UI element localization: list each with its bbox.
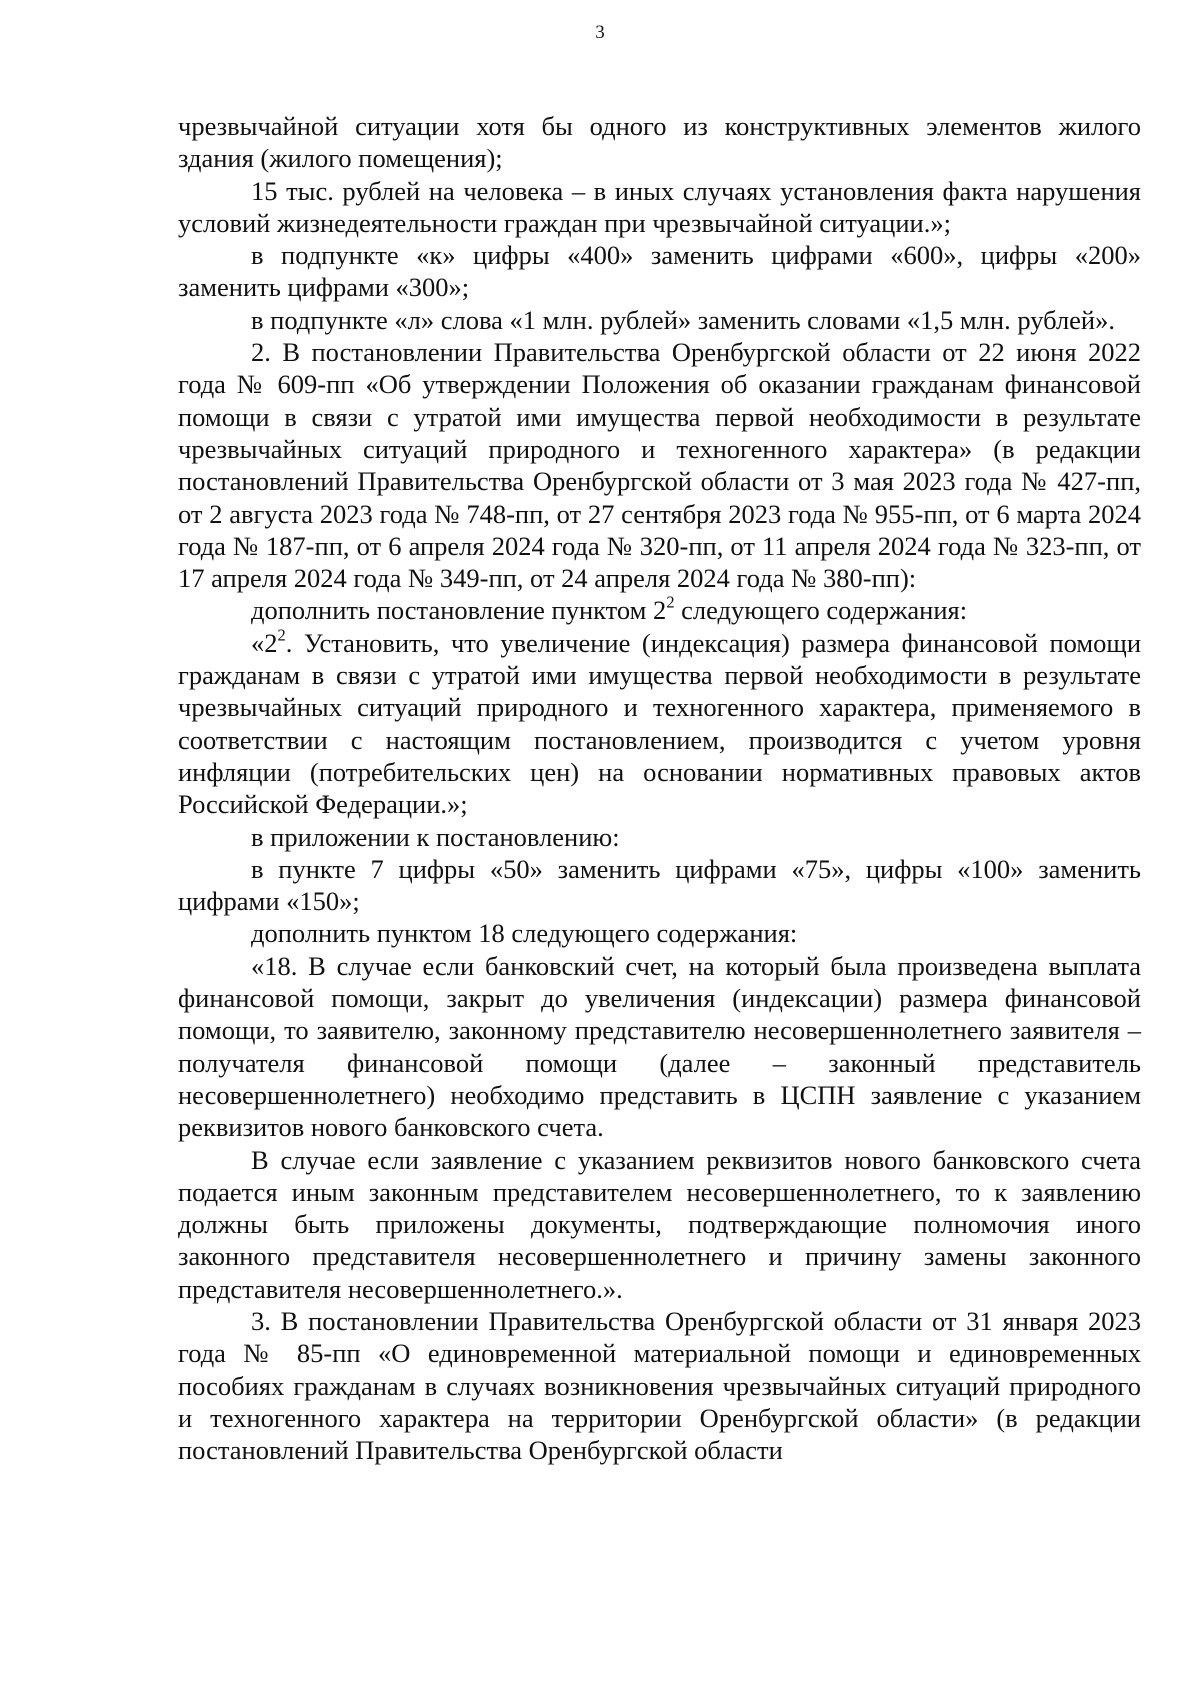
paragraph-text: следующего содержания: — [674, 595, 968, 626]
paragraph: «18. В случае если банковский счет, на который была произведена выплата финансовой помощи, закрыт до увеличения (индексации) размера финансовой помощи, то заявителю, законному представителю несовершеннолетнего заявителя – получателя финансовой помощи (далее – законный представитель несовершеннолетнего) необходимо представить в ЦСПН заявление с указанием реквизитов нового банковского счета. — [178, 950, 1141, 1143]
superscript: 2 — [666, 592, 675, 612]
paragraph: 2. В постановлении Правительства Оренбургской области от 22 июня 2022 года № 609-пп «Об утверждении Положения об оказании гражданам финансовой помощи в связи с утратой ими имущества первой необходимости в результате чрезвычайных ситуаций природного и техногенного характера» (в редакции постановлений Правительства Оренбургской области от 3 мая 2023 года № 427-пп, от 2 августа 2023 года № 748-пп, от 27 сентября 2023 года № 955-пп, от 6 марта 2024 года № 187-пп, от 6 апреля 2024 года № 320-пп, от 11 апреля 2024 года № 323-пп, от 17 апреля 2024 года № 349-пп, от 24 апреля 2024 года № 380-пп): — [178, 337, 1141, 594]
paragraph-text: . Установить, что увеличение (индексация) размера финансовой помощи гражданам в связи с утратой ими имущества первой необходимости в результате чрезвычайных ситуаций природного и техногенного характера, применяемого в соответствии с настоящим постановлением, производится с учетом уровня инфляции (потребительских цен) на основании нормативных правовых актов Российской Федерации.»; — [178, 627, 1141, 820]
paragraph: дополнить пунктом 18 следующего содержания: — [251, 918, 798, 949]
paragraph: в подпункте «л» слова «1 млн. рублей» заменить словами «1,5 млн. рублей». — [251, 304, 1115, 335]
paragraph: 3. В постановлении Правительства Оренбургской области от 31 января 2023 года № 85-пп «О единовременной материальной помощи и единовременных пособиях гражданам в случаях возникновения чрезвычайных ситуаций природного и техногенного характера на территории Оренбургской области» (в редакции постановлений Правительства Оренбургской области — [178, 1305, 1141, 1466]
paragraph: В случае если заявление с указанием реквизитов нового банковского счета подается иным законным представителем несовершеннолетнего, то к заявлению должны быть приложены документы, подтверждающие полномочия иного законного представителя несовершеннолетнего и причину замены законного представителя несовершеннолетнего.». — [178, 1144, 1141, 1304]
paragraph — [178, 594, 1141, 626]
paragraph: 15 тыс. рублей на человека – в иных случаях установления факта нарушения условий жизнедеятельности граждан при чрезвычайной ситуации.»; — [178, 175, 1141, 238]
paragraph — [178, 627, 1141, 821]
document-body — [178, 110, 1141, 1466]
superscript: 2 — [277, 625, 286, 645]
paragraph: чрезвычайной ситуации хотя бы одного из конструктивных элементов жилого здания (жилого помещения); — [178, 111, 1141, 174]
paragraph: в подпункте «к» цифры «400» заменить цифрами «600», цифры «200» заменить цифрами «300»; — [178, 240, 1141, 303]
paragraph-text: дополнить постановление пунктом 2 — [251, 595, 667, 626]
paragraph-text: «2 — [251, 627, 278, 658]
page-number: 3 — [595, 22, 605, 43]
paragraph: в приложении к постановлению: — [251, 821, 620, 852]
paragraph: в пункте 7 цифры «50» заменить цифрами «75», цифры «100» заменить цифрами «150»; — [178, 853, 1141, 917]
